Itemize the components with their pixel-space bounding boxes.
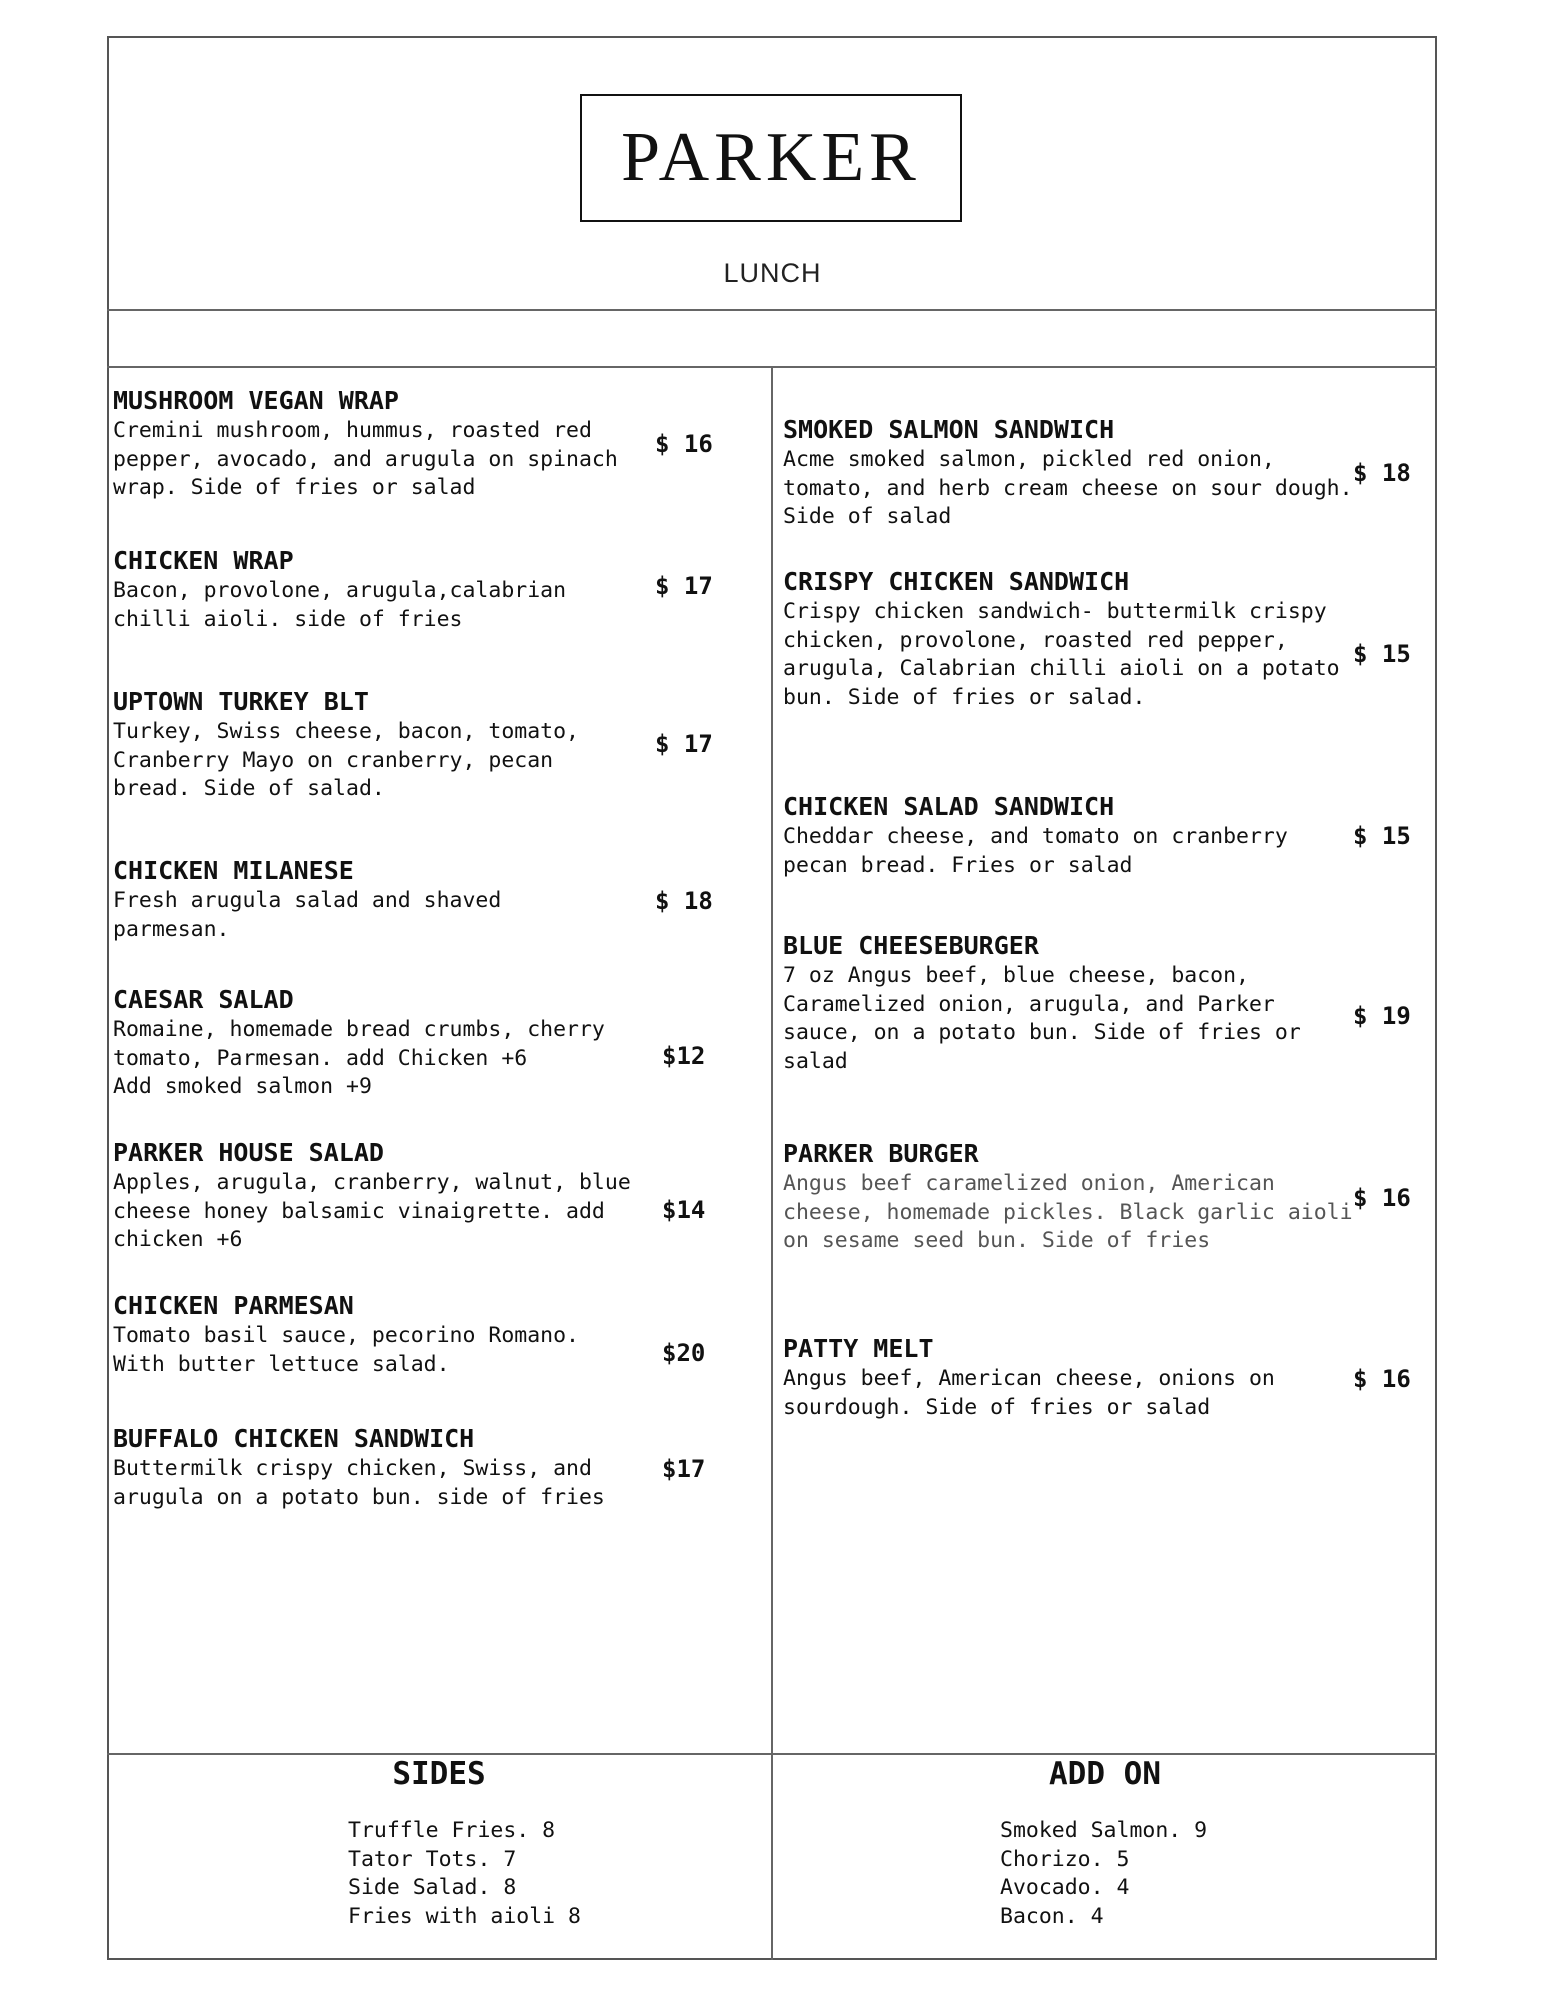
logo: [580, 94, 962, 222]
item-price: $ 17: [655, 572, 713, 600]
item-price: $ 15: [1353, 640, 1411, 668]
menu-item: [113, 545, 566, 634]
item-price: $ 16: [1353, 1184, 1411, 1212]
item-price: $ 18: [1353, 459, 1411, 487]
item-description: Turkey, Swiss cheese, bacon, tomato, Cranberry Mayo on cranberry, pecan bread. Side of salad.: [113, 719, 579, 801]
item-price: $17: [662, 1455, 706, 1483]
item-name: PARKER HOUSE SALAD: [113, 1138, 384, 1167]
menu-item: [113, 385, 618, 503]
menu-item: [113, 686, 579, 804]
item-description: Cremini mushroom, hummus, roasted red pepper, avocado, and arugula on spinach wrap. Side of fries or salad: [113, 418, 618, 500]
menu-item: [113, 1290, 579, 1379]
item-name: UPTOWN TURKEY BLT: [113, 687, 369, 716]
item-price: $12: [662, 1042, 706, 1070]
column-divider: [771, 367, 773, 1960]
item-name: PATTY MELT: [783, 1334, 934, 1363]
item-name: CHICKEN SALAD SANDWICH: [783, 792, 1115, 821]
item-name: CHICKEN WRAP: [113, 546, 294, 575]
list-item: Side Salad. 8: [348, 1875, 517, 1900]
menu-item: [783, 791, 1288, 880]
menu-item: [783, 930, 1301, 1076]
list-item: Tator Tots. 7: [348, 1846, 517, 1872]
item-name: CHICKEN MILANESE: [113, 856, 354, 885]
list-item: Smoked Salmon. 9: [1000, 1818, 1208, 1843]
item-name: CRISPY CHICKEN SANDWICH: [783, 567, 1130, 596]
item-name: MUSHROOM VEGAN WRAP: [113, 386, 399, 415]
item-name: BUFFALO CHICKEN SANDWICH: [113, 1424, 475, 1453]
menu-item: [783, 1333, 1275, 1422]
item-description: 7 oz Angus beef, blue cheese, bacon, Caramelized onion, arugula, and Parker sauce, on a potato bun. Side of fries or salad: [783, 963, 1301, 1074]
item-description: Fresh arugula salad and shaved parmesan.: [113, 888, 502, 942]
list-item: Bacon. 4: [1000, 1903, 1104, 1929]
item-price: $ 16: [655, 430, 713, 458]
item-description: Romaine, homemade bread crumbs, cherry tomato, Parmesan. add Chicken +6 Add smoked salmon +9: [113, 1017, 605, 1099]
header-divider: [107, 309, 1437, 311]
item-price: $14: [662, 1196, 706, 1224]
item-price: $20: [662, 1339, 706, 1367]
item-description: Buttermilk crispy chicken, Swiss, and arugula on a potato bun. side of fries: [113, 1456, 605, 1510]
list-item: Chorizo. 5: [1000, 1846, 1130, 1872]
sides-title: SIDES: [392, 1756, 486, 1792]
add-on-list: [1000, 1817, 1207, 1931]
item-price: $ 19: [1353, 1002, 1411, 1030]
menu-item: [113, 1137, 631, 1255]
item-name: BLUE CHEESEBURGER: [783, 931, 1039, 960]
item-description: Acme smoked salmon, pickled red onion, tomato, and herb cream cheese on sour dough. Side of salad: [783, 447, 1353, 529]
item-price: $ 18: [655, 887, 713, 915]
item-description: Cheddar cheese, and tomato on cranberry pecan bread. Fries or salad: [783, 824, 1288, 878]
item-name: CHICKEN PARMESAN: [113, 1291, 354, 1320]
list-item: Avocado. 4: [1000, 1875, 1130, 1900]
item-price: $ 17: [655, 730, 713, 758]
item-description: Tomato basil sauce, pecorino Romano. With butter lettuce salad.: [113, 1323, 579, 1377]
item-description: Angus beef caramelized onion, American cheese, homemade pickles. Black garlic aioli on sesame seed bun. Side of fries: [783, 1171, 1353, 1253]
list-item: Fries with aioli 8: [348, 1903, 581, 1929]
item-description: Bacon, provolone, arugula,calabrian chilli aioli. side of fries: [113, 578, 567, 632]
menu-item: [783, 1138, 1353, 1256]
menu-item: [113, 855, 501, 944]
menu-item: [113, 984, 605, 1102]
item-description: Angus beef, American cheese, onions on sourdough. Side of fries or salad: [783, 1366, 1275, 1420]
item-price: $ 16: [1353, 1365, 1411, 1393]
item-description: Crispy chicken sandwich- buttermilk crispy chicken, provolone, roasted red pepper, arugula, Calabrian chilli aioli on a potato bun. Side of fries or salad.: [783, 599, 1340, 710]
logo-text: PARKER: [621, 119, 921, 196]
item-name: SMOKED SALMON SANDWICH: [783, 415, 1115, 444]
menu-item: [783, 566, 1340, 712]
item-description: Apples, arugula, cranberry, walnut, blue cheese honey balsamic vinaigrette. add chicken +6: [113, 1170, 631, 1252]
menu-item: [113, 1423, 605, 1512]
item-name: PARKER BURGER: [783, 1139, 979, 1168]
sides-list: [348, 1817, 581, 1931]
add-on-title: ADD ON: [1049, 1756, 1161, 1792]
item-price: $ 15: [1353, 822, 1411, 850]
item-name: CAESAR SALAD: [113, 985, 294, 1014]
menu-item: [783, 414, 1353, 532]
list-item: Truffle Fries. 8: [348, 1818, 556, 1843]
menu-title: LUNCH: [723, 258, 822, 288]
